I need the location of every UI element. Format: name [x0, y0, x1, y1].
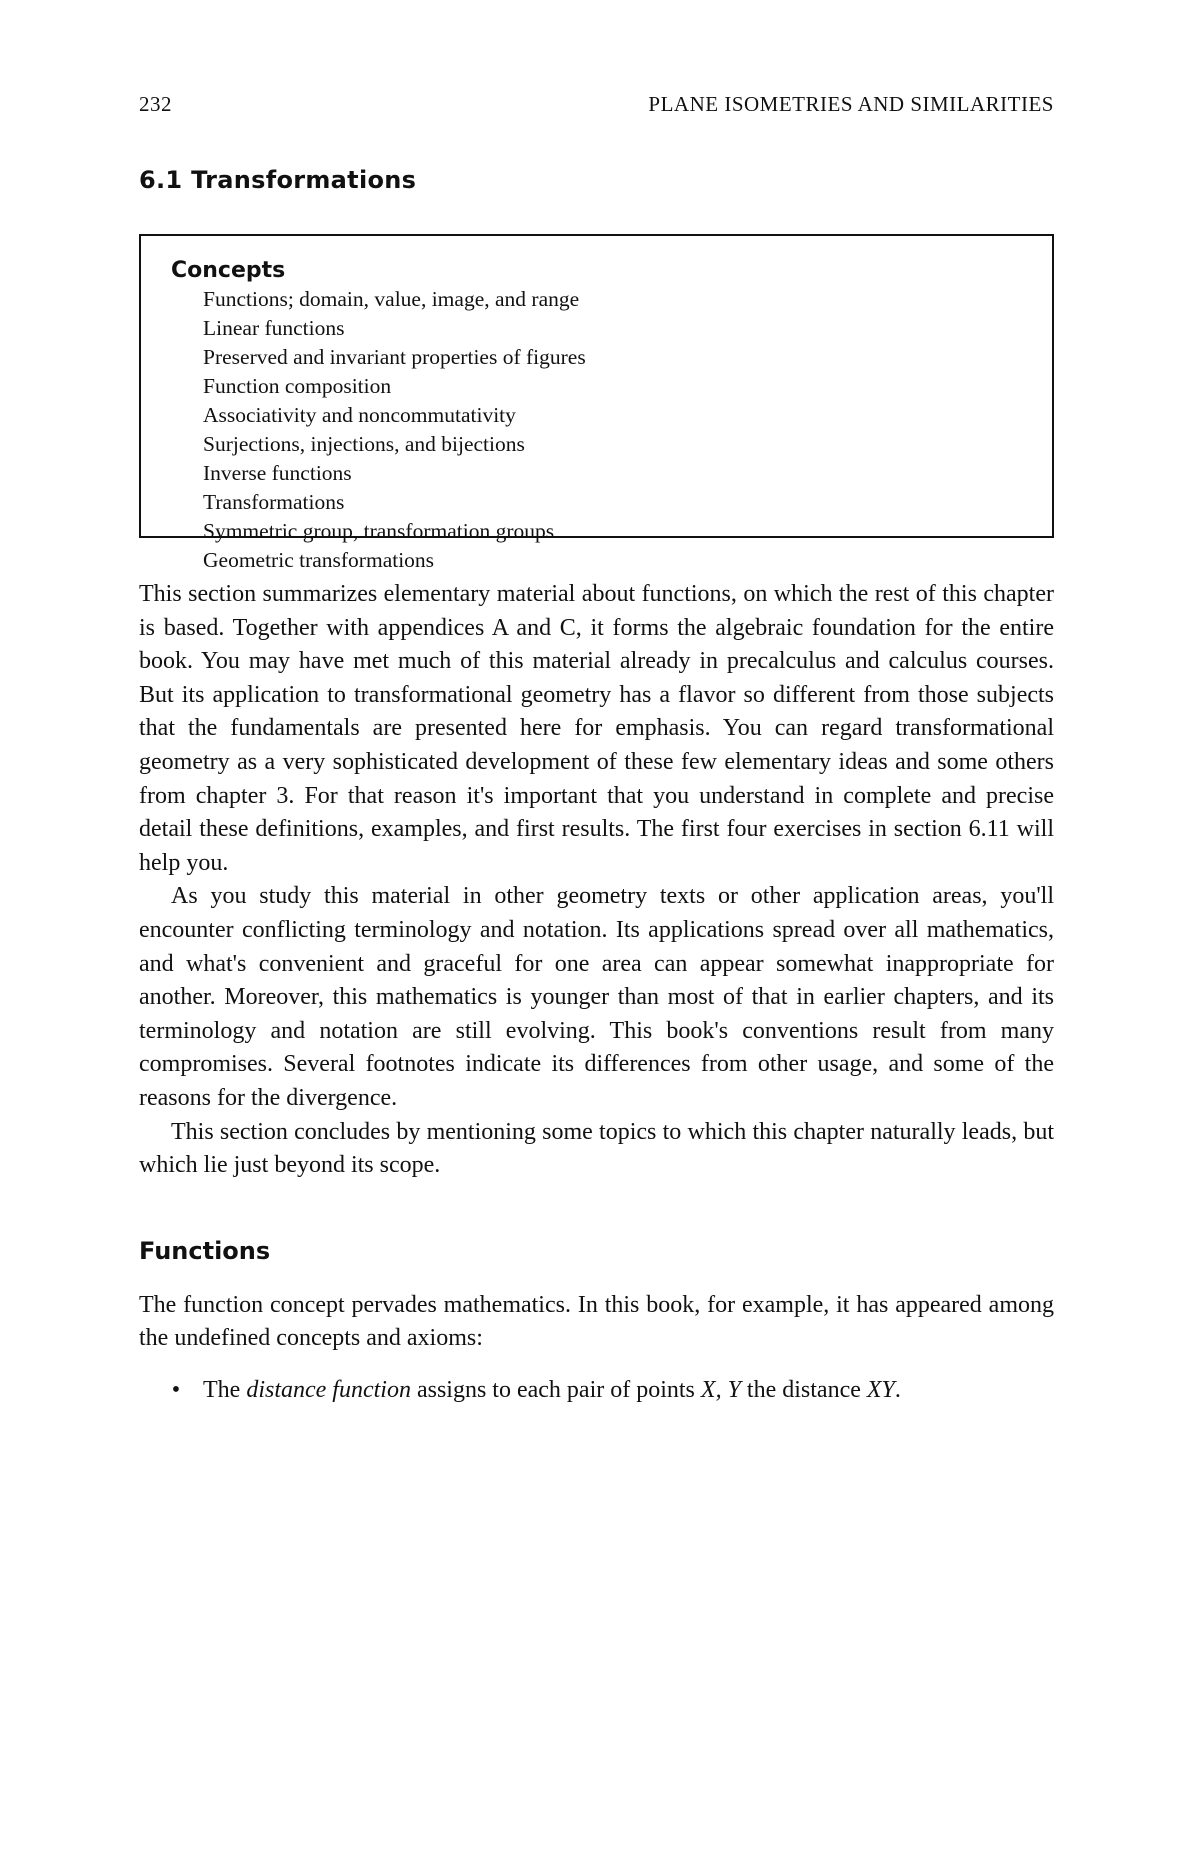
book-page [139, 92, 1054, 1407]
math-distance: XY [866, 1376, 895, 1403]
bullet-text [203, 1374, 1054, 1408]
running-head [139, 92, 1054, 126]
concept-item: Function composition [203, 374, 392, 398]
concept-item: Preserved and invariant properties of figures [203, 345, 586, 369]
section-title: 6.1 Transformations [139, 166, 417, 194]
concept-item: Associativity and noncommutativity [203, 403, 516, 427]
bullet-text-suffix: . [894, 1376, 901, 1403]
concept-item: Surjections, injections, and bijections [203, 432, 525, 456]
bullet-text-prefix: The [203, 1376, 247, 1403]
concepts-heading: Concepts [171, 258, 286, 283]
bullet-text-middle: assigns to each pair of points [410, 1376, 701, 1403]
concept-item: Geometric transformations [203, 548, 435, 572]
concept-item: Symmetric group, transformation groups [203, 519, 555, 543]
concept-item: Linear functions [203, 316, 345, 340]
emphasized-term: distance function [246, 1376, 411, 1403]
concept-item: Inverse functions [203, 461, 352, 485]
paragraph: As you study this material in other geometry texts or other application areas, you'll encounter conflicting terminology and notation. Its applications spread over all mathematics, and what's convenient and graceful for one area can appear somewhat inappropriate for another. Moreover, this mathematics is younger than most of that in earlier chapters, and its terminology and notation are still evolving. This book's conventions result from many compromises. Several footnotes indicate its differences from other usage, and some of the reasons for the divergence. [139, 883, 1054, 1111]
paragraph: The function concept pervades mathematics. In this book, for example, it has appeared among the undefined concepts and axioms: [139, 1291, 1054, 1352]
running-title: PLANE ISOMETRIES AND SIMILARITIES [648, 92, 1054, 116]
concept-item: Functions; domain, value, image, and range [203, 287, 580, 311]
bullet-list [139, 1374, 1054, 1408]
section-body [139, 578, 1054, 1183]
concept-item: Transformations [203, 490, 345, 514]
page-number: 232 [139, 92, 172, 116]
bullet-marker: • [171, 1376, 181, 1403]
subsection-title: Functions [139, 1236, 271, 1265]
paragraph: This section concludes by mentioning some topics to which this chapter naturally leads, but which lie just beyond its scope. [139, 1118, 1054, 1179]
paragraph: This section summarizes elementary material about functions, on which the rest of this chapter is based. Together with appendices A and C, it forms the algebraic foundation for the entire book. You may have met much of this material already in precalculus and calculus courses. But its application to transformational geometry has a flavor so different from those subjects that the fundamentals are presented here for emphasis. You can regard transformational geometry as a very sophisticated development of these few elementary ideas and some others from chapter 3. For that reason it's important that you understand in complete and precise detail these definitions, examples, and first results. The first four exercises in section 6.11 will help you. [139, 581, 1054, 876]
concepts-list [171, 285, 1022, 575]
concepts-box [139, 234, 1054, 572]
bullet-text-middle2: the distance [740, 1376, 867, 1403]
math-points: X, Y [700, 1376, 741, 1403]
list-item [139, 1374, 1054, 1408]
